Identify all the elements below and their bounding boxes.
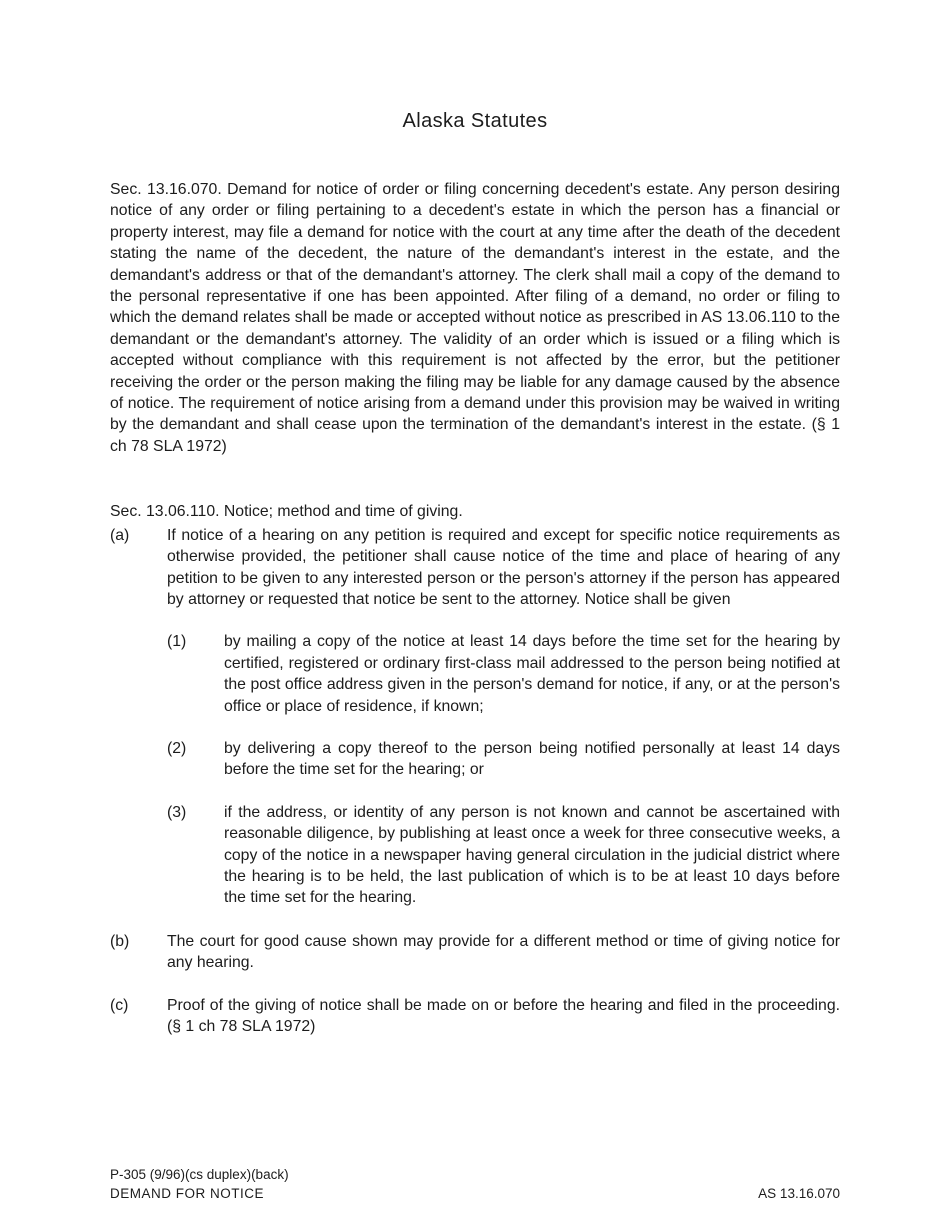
footer-document-title: DEMAND FOR NOTICE: [110, 1186, 265, 1201]
statute-subitem-1: [167, 631, 840, 717]
item-c-label: (c): [110, 996, 129, 1014]
subitem-3-text: if the address, or identity of any person is not known and cannot be ascertained with reasonable diligence, by publishing at least once a week for three consecutive weeks, a copy of the notice in a newspaper having general circulation in the judicial district where the hearing is to be held, the last publication of which is to be at least 10 days before the time set for the hearing.: [224, 803, 840, 907]
item-b-text: The court for good cause shown may provide for a different method or time of giving notice for any hearing.: [167, 932, 840, 972]
item-a-text: If notice of a hearing on any petition is required and except for specific notice requirements as otherwise provided, the petitioner shall cause notice of the time and place of hearing of any petition to be given to any interested person or the person's attorney if the person has appeared by attorney or requested that notice be sent to the attorney. Notice shall be given: [167, 526, 840, 608]
section-13-06-110-heading: Sec. 13.06.110. Notice; method and time of giving.: [110, 503, 463, 521]
subitem-1-label: (1): [167, 633, 187, 651]
statute-subitem-2: [167, 738, 840, 781]
subitem-3-label: (3): [167, 803, 187, 821]
item-b-label: (b): [110, 932, 130, 950]
subitem-2-text: by delivering a copy thereof to the person being notified personally at least 14 days before the time set for the hearing; or: [224, 739, 840, 779]
page-title: Alaska Statutes: [402, 110, 548, 132]
footer-title-row: [110, 1184, 840, 1203]
item-a-label: (a): [110, 526, 130, 544]
footer-form-number: P-305 (9/96)(cs duplex)(back): [110, 1167, 289, 1182]
section-13-16-070: [110, 179, 840, 457]
statute-item-b: [110, 931, 840, 974]
statute-subitem-3: [167, 802, 840, 909]
statute-item-c: [110, 995, 840, 1038]
section-13-16-070-body: Any person desiring notice of any order or filing pertaining to a decedent's estate in which the person has a financial or property interest, may file a demand for notice with the court at any time after the death of the decedent stating the name of the decedent, the nature of the demandant's interest in the estate, and the demandant's address or that of the demandant's attorney. The clerk shall mail a copy of the demand to the personal representative if one has been appointed. After filing of a demand, no order or filing to which the demand relates shall be made or accepted without notice as prescribed in AS 13.06.110 to the demandant or the demandant's attorney. The validity of an order which is issued or a filing which is accepted without compliance with this requirement is not affected by the error, but the petitioner receiving the order or the person making the filing may be liable for any damage caused by the absence of notice. The requirement of notice arising from a demand under this provision may be waived in writing by the demandant and shall cease upon the termination of the demandant's interest in the estate. (§ 1 ch 78 SLA 1972): [110, 181, 840, 455]
section-13-06-110: [110, 501, 840, 1037]
statute-item-a: [110, 525, 840, 611]
page-footer: [110, 1165, 840, 1203]
section-13-16-070-heading: Sec. 13.16.070. Demand for notice of order or filing concerning decedent's estate.: [110, 181, 694, 198]
footer-statute-reference: AS 13.16.070: [758, 1186, 840, 1201]
subitem-2-label: (2): [167, 739, 187, 757]
subitem-1-text: by mailing a copy of the notice at least 14 days before the time set for the hearing by certified, registered or ordinary first-class mail addressed to the person being notified at the post office address given in the person's demand for notice, if any, or at the person's office or place of residence, if known;: [224, 633, 840, 715]
item-c-text: Proof of the giving of notice shall be made on or before the hearing and filed in the proceeding. (§ 1 ch 78 SLA 1972): [167, 996, 840, 1035]
